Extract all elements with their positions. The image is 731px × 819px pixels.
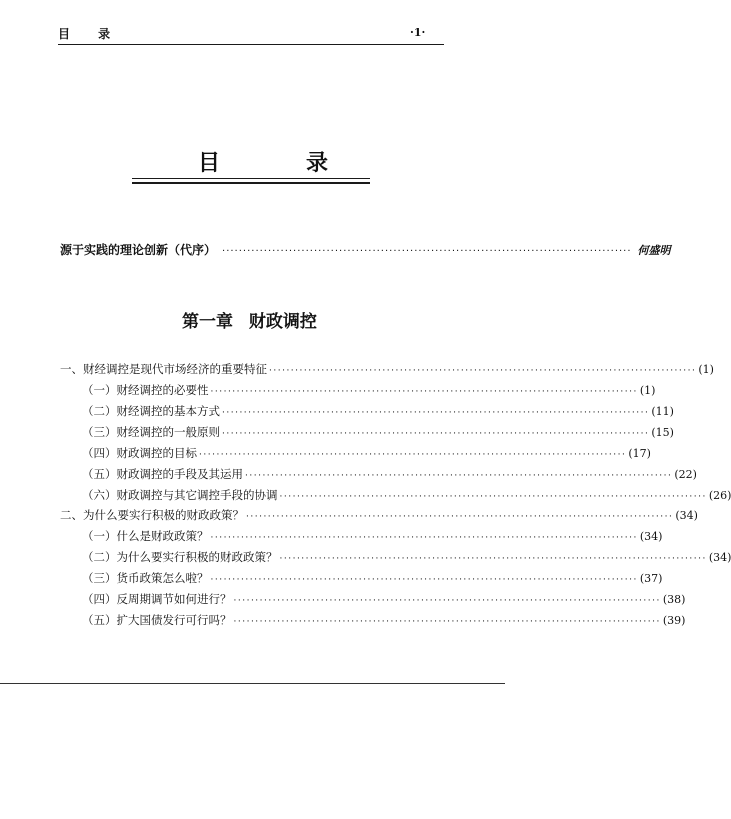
toc-entry-page: (1) xyxy=(639,384,656,397)
toc-entry-label: 二、为什么要实行积极的财政政策？ xyxy=(60,508,244,522)
page-title-char-2: 录 xyxy=(305,150,328,176)
toc-entry-page: (15) xyxy=(651,426,674,439)
chapter-heading: 第一章 财政调控 xyxy=(182,312,317,332)
leader-dots: ·································································································· xyxy=(233,596,661,606)
leader-dots: ·································································································· xyxy=(222,429,650,439)
header-rule xyxy=(58,44,444,45)
toc-entry-page: (22) xyxy=(674,468,697,481)
toc-entry-label: （三）货币政策怎么啦？ xyxy=(82,571,209,585)
toc-entry-page: (34) xyxy=(675,509,698,522)
page-number: ·1· xyxy=(410,26,426,39)
toc-entry-label: （五）扩大国债发行可行吗？ xyxy=(82,613,232,627)
toc-entry-label: （二）为什么要实行积极的财政政策？ xyxy=(82,550,278,564)
toc-entry-label: （一）财经调控的必要性 xyxy=(82,383,209,397)
toc-entry[interactable] xyxy=(60,507,698,523)
toc-entry[interactable] xyxy=(82,424,674,440)
toc-entry-label: 一、财经调控是现代市场经济的重要特征 xyxy=(60,362,267,376)
leader-dots: ·································································································· xyxy=(269,366,697,376)
leader-dots: ·································································································· xyxy=(245,471,673,481)
toc-entry[interactable] xyxy=(82,549,731,565)
toc-entry[interactable] xyxy=(82,487,731,503)
title-rule-thick xyxy=(132,182,370,184)
leader-dots: ·································································································· xyxy=(210,575,638,585)
title-rule-thin xyxy=(132,178,370,179)
toc-entry[interactable] xyxy=(82,528,663,544)
preface-entry[interactable] xyxy=(60,241,671,258)
toc-entry-label: （五）财政调控的手段及其运用 xyxy=(82,467,243,481)
toc-entry[interactable] xyxy=(82,445,651,461)
leader-dots: ·································································································· xyxy=(233,617,661,627)
toc-entry[interactable] xyxy=(82,403,674,419)
toc-entry-page: (34) xyxy=(639,530,663,543)
page-bottom-rule xyxy=(0,683,505,684)
preface-author: 何盛明 xyxy=(637,244,671,257)
toc-entry-label: （三）财经调控的一般原则 xyxy=(82,425,220,439)
toc-entry[interactable] xyxy=(82,466,697,482)
preface-label: 源于实践的理论创新（代序） xyxy=(60,243,217,257)
toc-entry-page: (38) xyxy=(662,593,686,606)
leader-dots: ·································································································· xyxy=(210,533,638,543)
page-title xyxy=(198,146,328,177)
toc-entry-page: (11) xyxy=(651,405,674,418)
toc-entry-label: （六）财政调控与其它调控手段的协调 xyxy=(82,488,278,502)
toc-entry[interactable] xyxy=(60,361,714,377)
leader-dots: ·································································································· xyxy=(199,450,627,460)
leader-dots: ·································································································· xyxy=(279,554,707,564)
running-header-title: 目 录 xyxy=(58,27,123,41)
toc-entry-page: (34) xyxy=(708,551,731,564)
leader-dots: ·································································································· xyxy=(222,408,650,418)
toc-entry[interactable] xyxy=(82,612,686,628)
toc-entry[interactable] xyxy=(82,382,656,398)
toc-entry-page: (17) xyxy=(628,447,651,460)
toc-entry-page: (1) xyxy=(698,363,714,376)
toc-entry-page: (26) xyxy=(708,489,731,502)
toc-entry-label: （四）财政调控的目标 xyxy=(82,446,197,460)
toc-entry-label: （二）财经调控的基本方式 xyxy=(82,404,220,418)
toc-entry[interactable] xyxy=(82,591,686,607)
toc-entry-page: (39) xyxy=(662,614,686,627)
toc-entry-label: （一）什么是财政政策？ xyxy=(82,529,209,543)
leader-dots: ·································································································· xyxy=(246,512,674,522)
leader-dots: ·································································································· xyxy=(279,492,707,502)
page-title-char-1: 目 xyxy=(198,150,221,176)
leader-dots: ·································································································· xyxy=(210,387,638,397)
toc-entry-page: (37) xyxy=(639,572,663,585)
toc-entry-label: （四）反周期调节如何进行？ xyxy=(82,592,232,606)
leader-dots: ·································································································· xyxy=(222,246,632,257)
toc-entry[interactable] xyxy=(82,570,663,586)
